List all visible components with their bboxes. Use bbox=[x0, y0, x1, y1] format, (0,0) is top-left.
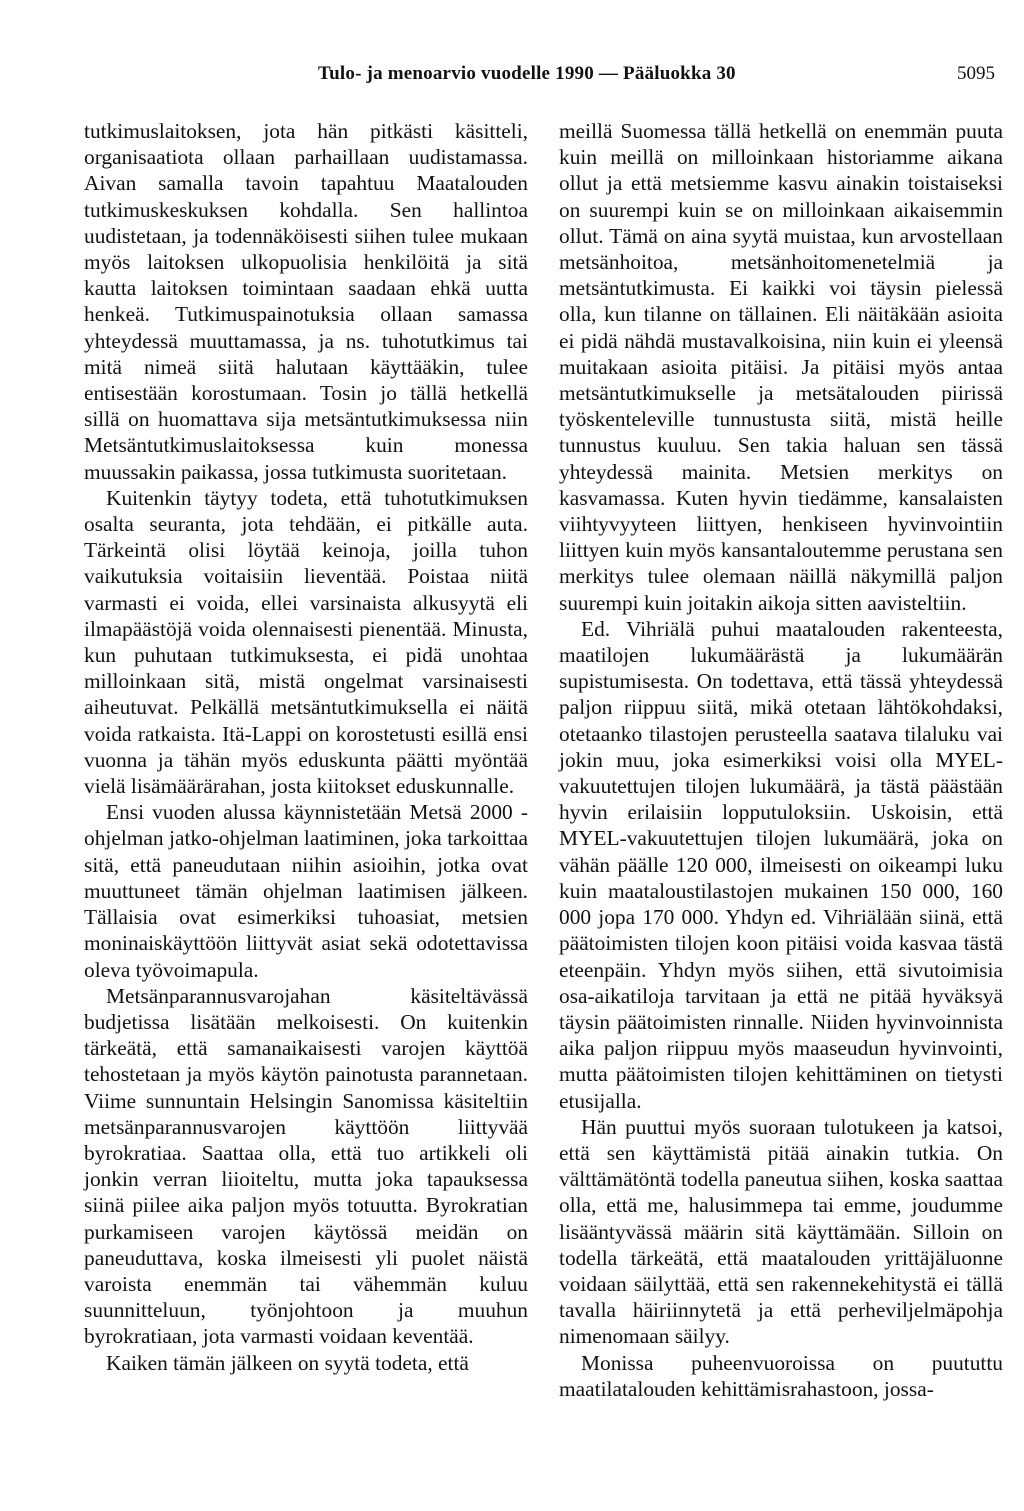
paragraph: Metsänparannusvarojahan käsiteltävässä budjetissa lisätään melkoisesti. On kuitenkin tärkeätä, että samanaikaisesti varojen käyttöä tehostetaan ja myös käytön painotusta parannetaan. Viime sunnuntain Helsingin Sanomissa käsiteltiin metsänparannusvarojen käyttöön liittyvää byrokratiaa. Saattaa olla, että tuo artikkeli oli jonkin verran liioiteltu, mutta joka tapauksessa siinä piilee aika paljon myös totuutta. Byrokratian purkamiseen varojen käytössä meidän on paneuduttava, koska ilmeisesti yli puolet näistä varoista enemmän tai vähemmän kuluu suunnitteluun, työnjohtoon ja muuhun byrokratiaan, jota varmasti voidaan keventää. bbox=[84, 983, 528, 1349]
page-header bbox=[0, 63, 1024, 93]
paragraph: meillä Suomessa tällä hetkellä on enemmän puuta kuin meillä on milloinkaan historiamme aikana ollut ja että metsiemme kasvu ainakin toistaiseksi on suurempi kuin se on milloinkaan aikaisemmin ollut. Tämä on aina syytä muistaa, kun arvostellaan metsänhoitoa, metsänhoitomenetelmiä ja metsäntutkimusta. Ei kaikki voi täysin pielessä olla, kun tilanne on tällainen. Eli näitäkään asioita ei pidä nähdä mustavalkoisina, niin kuin ei yleensä muitakaan asioita pitäisi. Ja pitäisi myös antaa metsäntutkimukselle ja metsätalouden piirissä työskenteleville tunnustusta siitä, mistä heille tunnustus kuuluu. Sen takia haluan sen tässä yhteydessä mainita. Metsien merkitys on kasvamassa. Kuten hyvin tiedämme, kansalaisten viihtyvyyteen liittyen, henkiseen hyvinvointiin liittyen kuin myös kansantaloutemme perustana sen merkitys tulee olemaan näillä näkymillä paljon suurempi kuin joitakin aikoja sitten aavisteltiin. bbox=[559, 119, 1003, 615]
running-title: Tulo- ja menoarvio vuodelle 1990 — Pääluokka 30 bbox=[318, 63, 736, 84]
page-number: 5095 bbox=[957, 63, 995, 84]
paragraph: Ed. Vihriälä puhui maatalouden rakenteesta, maatilojen lukumäärästä ja lukumäärän supistumisesta. On todettava, että tässä yhteydessä paljon riippuu siitä, mikä otetaan lähtökohdaksi, otetaanko tilastojen perusteella saatava tilaluku vai jokin muu, joka esimerkiksi voisi olla MYEL-vakuutettujen tilojen lukumäärä, ja tästä päästään hyvin erilaisiin lopputuloksiin. Uskoisin, että MYEL-vakuutettujen tilojen lukumäärä, joka on vähän päälle 120 000, ilmeisesti on oikeampi luku kuin maataloustilastojen mukainen 150 000, 160 000 jopa 170 000. Yhdyn ed. Vihriälään siinä, että päätoimisten tilojen koon pitäisi voida kasvaa tästä eteenpäin. Yhdyn myös siihen, että sivutoimisia osa-aikatiloja tarvitaan ja että ne pitää hyväksyä täysin päätoimisten rinnalle. Niiden hyvinvoinnista aika paljon riippuu myös maaseudun hyvinvointi, mutta päätoimisten tilojen kehittäminen on tietysti etusijalla. bbox=[559, 616, 1003, 1113]
paragraph: tutkimuslaitoksen, jota hän pitkästi käsitteli, organisaatiota ollaan parhaillaan uudistamassa. Aivan samalla tavoin tapahtuu Maatalouden tutkimuskeskuksen kohdalla. Sen hallintoa uudistetaan, ja todennäköisesti siihen tulee mukaan myös laitoksen ulkopuolisia henkilöitä ja sitä kautta laitoksen toimintaan saadaan ehkä uutta henkeä. Tutkimuspainotuksia ollaan samassa yhteydessä muuttamassa, ja ns. tuhotutkimus tai mitä nimeä siitä halutaan käyttääkin, tulee entisestään korostumaan. Tosin jo tällä hetkellä sillä on huomattava sija metsäntutkimuksessa niin Metsäntutkimuslaitoksessa kuin monessa muussakin paikassa, jossa tutkimusta suoritetaan. bbox=[84, 119, 528, 484]
paragraph: Kaiken tämän jälkeen on syytä todeta, että bbox=[106, 1350, 469, 1375]
paragraph: Ensi vuoden alussa käynnistetään Metsä 2000 -ohjelman jatko-ohjelman laatiminen, joka tarkoittaa sitä, että paneudutaan niihin asioihin, jotka ovat muuttuneet tämän ohjelman laatimisen jälkeen. Tällaisia ovat esimerkiksi tuhoasiat, metsien moninaiskäyttöön liittyvät asiat sekä odotettavissa oleva työvoimapula. bbox=[84, 800, 528, 982]
left-column bbox=[84, 118, 528, 1376]
paragraph: Monissa puheenvuoroissa on puututtu maatilatalouden kehittämisrahastoon, jossa- bbox=[559, 1350, 1003, 1401]
paragraph: Kuitenkin täytyy todeta, että tuhotutkimuksen osalta seuranta, jota tehdään, ei pitkälle auta. Tärkeintä olisi löytää keinoja, joilla tuhon vaikutuksia voitaisiin lieventää. Poistaa niitä varmasti ei voida, ellei varsinaista alkusyytä eli ilmapäästöjä voida olennaisesti pienentää. Minusta, kun puhutaan tutkimuksesta, ei pidä unohtaa milloinkaan sitä, mistä ongelmat varsinaisesti aiheutuvat. Pelkällä metsäntutkimuksella ei näitä voida ratkaista. Itä-Lappi on korostetusti esillä ensi vuonna ja tähän myös eduskunta päätti myöntää vielä lisämäärärahan, josta kiitokset eduskunnalle. bbox=[84, 485, 528, 799]
right-column bbox=[559, 118, 1003, 1402]
paragraph: Hän puuttui myös suoraan tulotukeen ja katsoi, että sen käyttämistä pitää ainakin tutkia. On välttämätöntä todella paneutua siihen, koska saattaa olla, että me, halusimmepa tai emme, joudumme lisääntyvässä määrin sitä käyttämään. Silloin on todella tärkeätä, että maatalouden yrittäjäluonne voidaan säilyttää, että sen rakennekehitystä ei tällä tavalla häiriinnytetä ja että perheviljelmäpohja nimenomaan säilyy. bbox=[559, 1114, 1003, 1349]
